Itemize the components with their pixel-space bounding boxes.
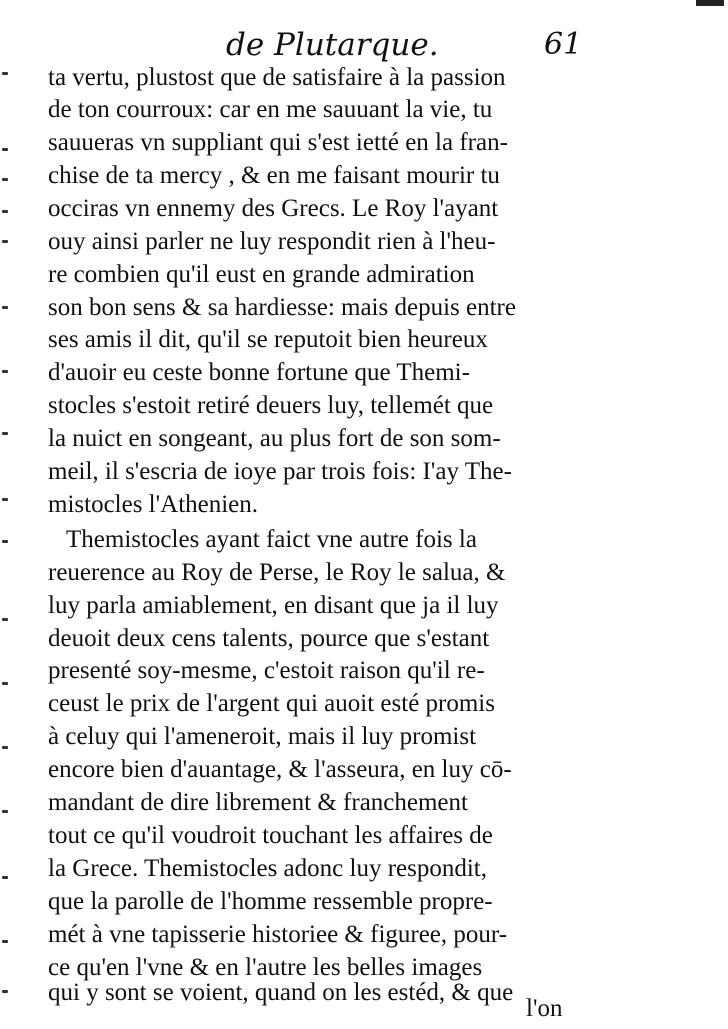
text-line: la nuict en songeant, au plus fort de son som- [48,425,501,452]
text-line: mét à vne tapisserie historiee & figuree, pour- [48,921,508,948]
text-line: Themistocles ayant faict vne autre fois la [66,526,477,553]
text-line: d'auoir eu ceste bonne fortune que Themi- [48,359,470,386]
text-line: reuerence au Roy de Perse, le Roy le salua, & [48,559,506,586]
text-line: deuoit deux cens talents, pource que s'estant [48,625,490,652]
text-line: sauueras vn suppliant qui s'est ietté en la fran- [48,129,508,156]
text-line: chise de ta mercy , & en me faisant mourir tu [48,162,500,189]
text-line: son bon sens & sa hardiesse: mais depuis entre [48,294,516,321]
text-line: ses amis il dit, qu'il se reputoit bien heureux [48,326,488,353]
text-line: ta vertu, plustost que de satisfaire à la passion [48,64,506,91]
text-line: presenté soy-mesme, c'estoit raison qu'il re- [48,657,485,684]
text-line: encore bien d'auantage, & l'asseura, en luy cō- [48,756,512,783]
text-line: de ton courroux: car en me sauuant la vie, tu [48,96,493,123]
text-line: ce qu'en l'vne & en l'autre les belles images [48,954,483,981]
text-line: ouy ainsi parler ne luy respondit rien à l'heu- [48,228,496,255]
text-line: ceust le prix de l'argent qui auoit esté promis [48,690,495,717]
text-line: re combien qu'il eust en grande admiration [48,261,475,288]
text-line: stocles s'estoit retiré deuers luy, tellemét que [48,392,494,419]
page-number: 61 [544,27,583,62]
text-line: mistocles l'Athenien. [48,491,259,518]
running-title: de Plutarque. [226,27,439,63]
text-line: meil, il s'escria de ioye par trois fois: I'ay The- [48,458,512,485]
catchword: l'on [526,995,563,1022]
text-line: à celuy qui l'ameneroit, mais il luy promist [48,723,477,750]
text-line: occiras vn ennemy des Grecs. Le Roy l'ayant [48,195,499,222]
text-line: mandant de dire librement & franchement [48,789,468,816]
text-line: qui y sont se voient, quand on les estéd, & que [48,979,514,1006]
text-line: la Grece. Themistocles adonc luy respondit, [48,855,487,882]
text-line: que la parolle de l'homme ressemble propre- [48,888,493,915]
text-line: tout ce qu'il voudroit touchant les affaires de [48,822,493,849]
text-line: luy parla amiablement, en disant que ja il luy [48,592,499,619]
